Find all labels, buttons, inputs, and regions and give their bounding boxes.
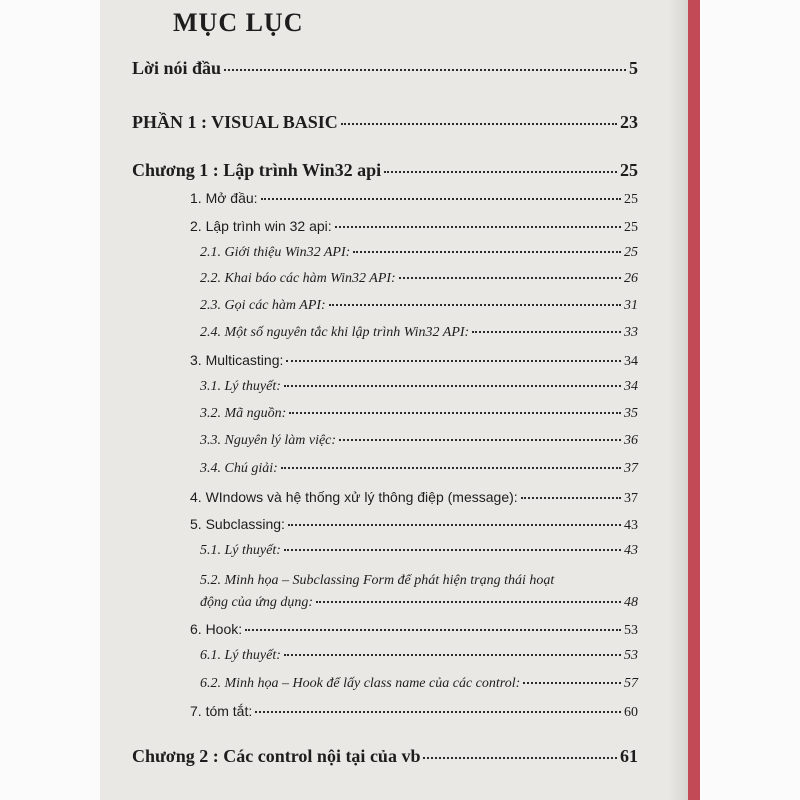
toc-entry-page: 23 [620,112,638,132]
dot-leader [384,171,617,173]
dot-leader [289,412,621,414]
toc-entry-label: 1. Mở đầu: [190,190,258,206]
toc-entry-label: 2.1. Giới thiệu Win32 API: [200,245,351,260]
toc-entry-page: 34 [624,354,638,369]
toc-subentry [200,570,638,614]
dot-leader [281,467,621,469]
dot-leader [284,385,621,387]
toc-entry-page: 57 [624,676,638,691]
toc-entry-page: 53 [624,623,638,638]
toc-entry-label: Chương 2 : Các control nội tại của vb [132,746,421,766]
toc-entry-label: 3.4. Chú giải: [200,461,278,476]
dot-leader [399,277,621,279]
toc-entry-page: 37 [624,491,638,506]
dot-leader [472,331,621,333]
toc-entry-label: 2.4. Một số nguyên tắc khi lập trình Win32 API: [200,325,470,340]
toc-entry-label: Lời nói đầu [132,58,222,78]
background-left [0,0,100,800]
dot-leader [286,360,621,362]
toc-entry-page: 34 [624,379,638,394]
toc-subentry [200,461,638,477]
dot-leader [521,497,621,499]
toc-subentry [200,245,638,261]
toc-entry-label: PHẦN 1 : VISUAL BASIC [132,112,338,132]
toc-entry-page: 25 [620,160,638,180]
dot-leader [353,251,621,253]
toc-chapter [132,160,638,181]
toc-entry-label: 5.1. Lý thuyết: [200,543,281,558]
toc-subentry [200,433,638,449]
toc-entry-page: 61 [620,746,638,766]
toc-entry [190,489,638,507]
toc-entry-page: 26 [624,271,638,286]
toc-entry [190,621,638,639]
dot-leader [245,629,621,631]
page-title: MỤC LỤC [173,8,304,37]
toc-entry-page: 33 [624,325,638,340]
toc-subentry [200,543,638,559]
toc-entry-label: 2. Lập trình win 32 api: [190,218,332,234]
dot-leader [329,304,621,306]
toc-subentry [200,676,638,692]
toc-entry-page: 25 [624,220,638,235]
toc-entry-page: 35 [624,406,638,421]
toc-entry-label: 3. Multicasting: [190,352,284,368]
toc-part [132,112,638,133]
dot-leader [341,123,617,125]
dot-leader [288,524,621,526]
toc-entry-label: 2.2. Khai báo các hàm Win32 API: [200,271,396,286]
background-right [700,0,800,800]
toc-entry-label: 5. Subclassing: [190,516,285,532]
toc-entry-label: 3.1. Lý thuyết: [200,379,281,394]
dot-leader [335,226,621,228]
toc-entry [190,190,638,208]
toc-entry-page: 43 [624,543,638,558]
toc-entry [190,516,638,534]
toc-entry-label: 6.1. Lý thuyết: [200,648,281,663]
toc-entry [190,352,638,370]
book-page [100,0,688,800]
toc-subentry [200,325,638,341]
toc-subentry [200,648,638,664]
toc-entry-page: 36 [624,433,638,448]
toc-entry-label-continued: động của ứng dụng: [200,595,314,610]
page-gutter-shadow [668,0,688,800]
toc-entry-label: 2.3. Gọi các hàm API: [200,298,326,313]
toc-entry-page: 31 [624,298,638,313]
toc-subentry [200,271,638,287]
toc-entry-label: 6. Hook: [190,621,243,637]
dot-leader [255,711,621,713]
dot-leader [284,549,621,551]
toc-subentry [200,406,638,422]
toc-entry-page: 60 [624,705,638,720]
toc-entry-page: 48 [624,595,638,610]
dot-leader [261,198,621,200]
toc-entry [190,218,638,236]
toc-chapter [132,746,638,767]
toc-entry-page: 43 [624,518,638,533]
toc-entry-label: 6.2. Minh họa – Hook để lấy class name của các control: [200,676,521,691]
toc-subentry [200,298,638,314]
dot-leader [284,654,621,656]
toc-entry-label: 4. WIndows và hệ thống xử lý thông điệp (message): [190,489,518,505]
dot-leader [423,757,617,759]
dot-leader [523,682,621,684]
toc-entry-label: 7. tóm tắt: [190,703,253,719]
dot-leader [339,439,621,441]
toc-subentry [200,379,638,395]
toc-entry-label: Chương 1 : Lập trình Win32 api [132,160,382,180]
toc-entry-page: 25 [624,245,638,260]
toc-entry-page: 53 [624,648,638,663]
dot-leader [224,69,626,71]
page-edge-red [688,0,700,800]
toc-entry-page: 25 [624,192,638,207]
toc-entry-label: 3.2. Mã nguồn: [200,406,287,421]
toc-entry-label: 5.2. Minh họa – Subclassing Form để phát hiện trạng thái hoạt [200,573,555,588]
toc-entry-label: 3.3. Nguyên lý làm việc: [200,433,337,448]
toc-entry [190,703,638,721]
toc-entry-page: 37 [624,461,638,476]
dot-leader [316,601,621,603]
toc-entry [132,58,638,79]
toc-entry-page: 5 [629,58,638,78]
